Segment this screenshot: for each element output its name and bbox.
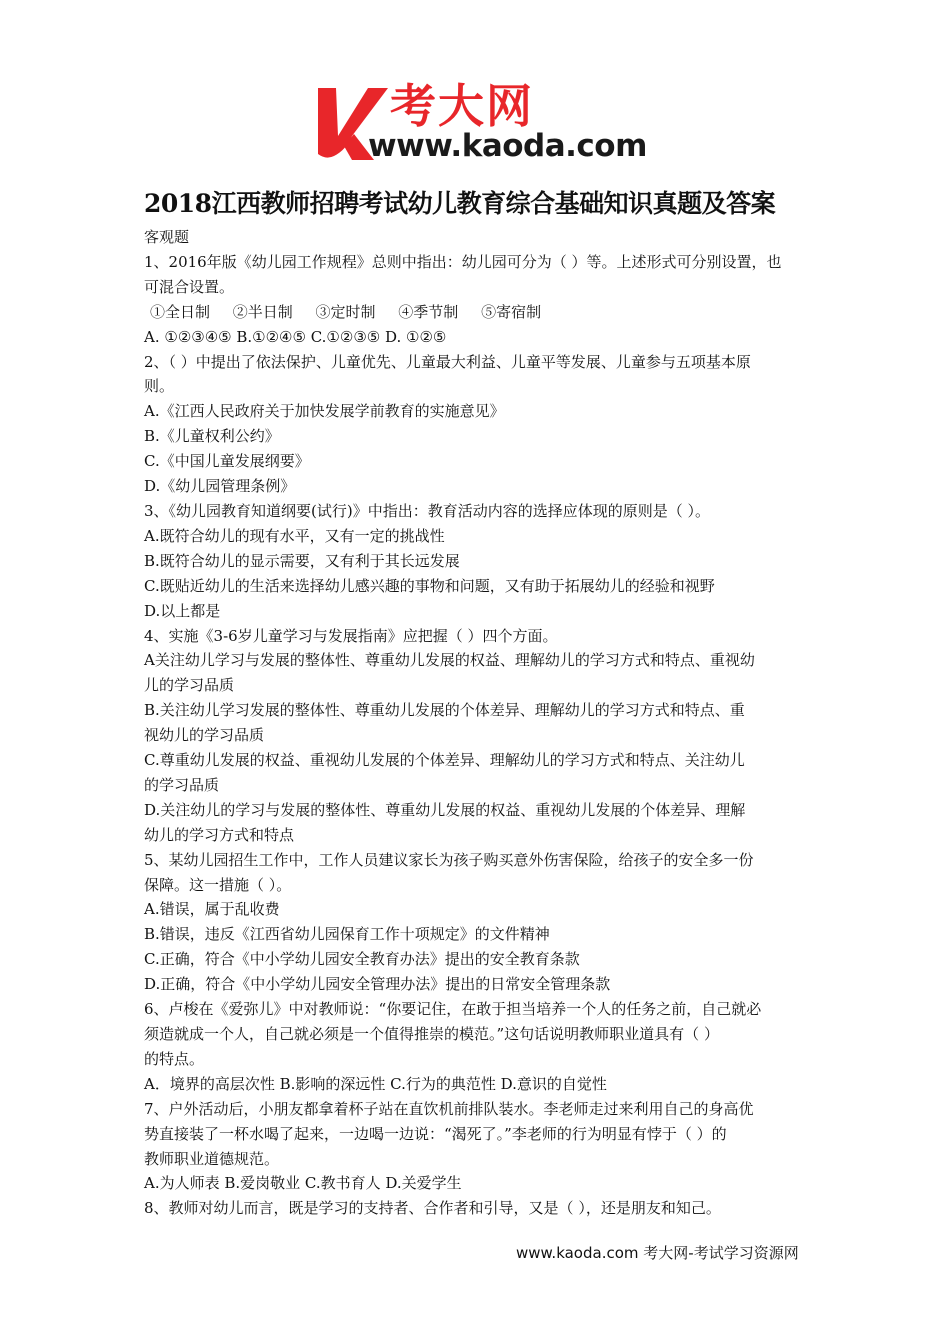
text-line: 教师职业道德规范。 (144, 1149, 280, 1168)
document-body (144, 225, 812, 1221)
kaoda-logo (316, 79, 647, 164)
text-line: B.《儿童权利公约》 (144, 427, 280, 446)
text-line: 的学习品质 (144, 775, 220, 794)
text-line: 则。 (144, 377, 175, 396)
text-line: B.错误，违反《江西省幼儿园保育工作十项规定》的文件精神 (144, 925, 550, 944)
text-line: 可混合设置。 (144, 277, 235, 296)
text-line: A.为人师表 B.爱岗敬业 C.教书育人 D.关爱学生 (144, 1174, 462, 1193)
text-line: 5、某幼儿园招生工作中，工作人员建议家长为孩子购买意外伤害保险，给孩子的安全多一份 (144, 850, 754, 869)
text-line: 势直接装了一杯水喝了起来，一边喝一边说：“渴死了。”李老师的行为明显有悖于（ ）的 (144, 1124, 727, 1143)
footer-site-link[interactable]: www.kaoda.com (516, 1244, 639, 1262)
text-line: 保障。这一措施（ ）。 (144, 875, 292, 894)
document-title: 2018江西教师招聘考试幼儿教育综合基础知识真题及答案 (144, 189, 776, 218)
text-line: C.正确，符合《中小学幼儿园安全教育办法》提出的安全教育条款 (144, 950, 580, 969)
logo-brand-url: www.kaoda.com (368, 128, 647, 164)
text-line: D.以上都是 (144, 601, 221, 620)
text-line: A.既符合幼儿的现有水平，又有一定的挑战性 (144, 526, 445, 545)
text-line: 7、户外活动后，小朋友都拿着杯子站在直饮机前排队装水。李老师走过来利用自己的身高优 (144, 1099, 754, 1118)
text-line: B.关注幼儿学习发展的整体性、尊重幼儿发展的个体差异、理解幼儿的学习方式和特点、重 (144, 701, 745, 720)
text-line: A. ①②③④⑤ B.①②④⑤ C.①②③⑤ D. ①②⑤ (144, 327, 447, 346)
text-line: D.关注幼儿的学习与发展的整体性、尊重幼儿发展的权益、重视幼儿发展的个体差异、理解 (144, 800, 746, 819)
text-line: A.错误，属于乱收费 (144, 900, 280, 919)
text-line: ①全日制 ②半日制 ③定时制 ④季节制 ⑤寄宿制 (150, 302, 542, 321)
text-line: 2、（ ）中提出了依法保护、儿童优先、儿童最大利益、儿童平等发展、儿童参与五项基本原 (144, 352, 751, 371)
text-line: A.《江西人民政府关于加快发展学前教育的实施意见》 (144, 402, 505, 421)
text-line: B.既符合幼儿的显示需要，又有利于其长远发展 (144, 551, 460, 570)
text-line: C.尊重幼儿发展的权益、重视幼儿发展的个体差异、理解幼儿的学习方式和特点、关注幼儿 (144, 751, 745, 770)
section-heading: 客观题 (144, 228, 190, 246)
text-line: D.《幼儿园管理条例》 (144, 477, 296, 496)
text-line: C.既贴近幼儿的生活来选择幼儿感兴趣的事物和问题，又有助于拓展幼儿的经验和视野 (144, 576, 715, 595)
text-line: 8、教师对幼儿而言，既是学习的支持者、合作者和引导，又是（ ），还是朋友和知己。 (144, 1199, 721, 1218)
text-line: D.正确，符合《中小学幼儿园安全管理办法》提出的日常安全管理条款 (144, 975, 611, 994)
footer-text: 考大网-考试学习资源网 (638, 1244, 799, 1262)
text-line: 3、《幼儿园教育知道纲要(试行)》中指出：教育活动内容的选择应体现的原则是（ ）。 (144, 501, 711, 520)
text-line: 儿的学习品质 (144, 676, 235, 695)
text-line: A．境界的高层次性 B.影响的深远性 C.行为的典范性 D.意识的自觉性 (144, 1074, 607, 1093)
text-line: 幼儿的学习方式和特点 (144, 825, 295, 844)
text-line: A关注幼儿学习与发展的整体性、尊重幼儿发展的权益、理解幼儿的学习方式和特点、重视幼 (144, 651, 755, 670)
text-line: 视幼儿的学习品质 (144, 726, 265, 745)
text-line: 4、实施《3-6岁儿童学习与发展指南》应把握（ ）四个方面。 (144, 626, 558, 645)
text-line: C.《中国儿童发展纲要》 (144, 452, 310, 471)
text-line: 1、2016年版《幼儿园工作规程》总则中指出：幼儿园可分为（ ）等。上述形式可分别设置，也 (144, 252, 782, 271)
text-line: 6、卢梭在《爱弥儿》中对教师说：“你要记住，在敢于担当培养一个人的任务之前，自己就必 (144, 1000, 762, 1019)
text-line: 的特点。 (144, 1049, 205, 1068)
logo-brand-cn: 考大网 (390, 79, 534, 133)
page-footer (516, 1242, 799, 1263)
text-line: 须造就成一个人，自己就必须是一个值得推崇的模范。”这句话说明教师职业道具有（ ） (144, 1025, 719, 1043)
